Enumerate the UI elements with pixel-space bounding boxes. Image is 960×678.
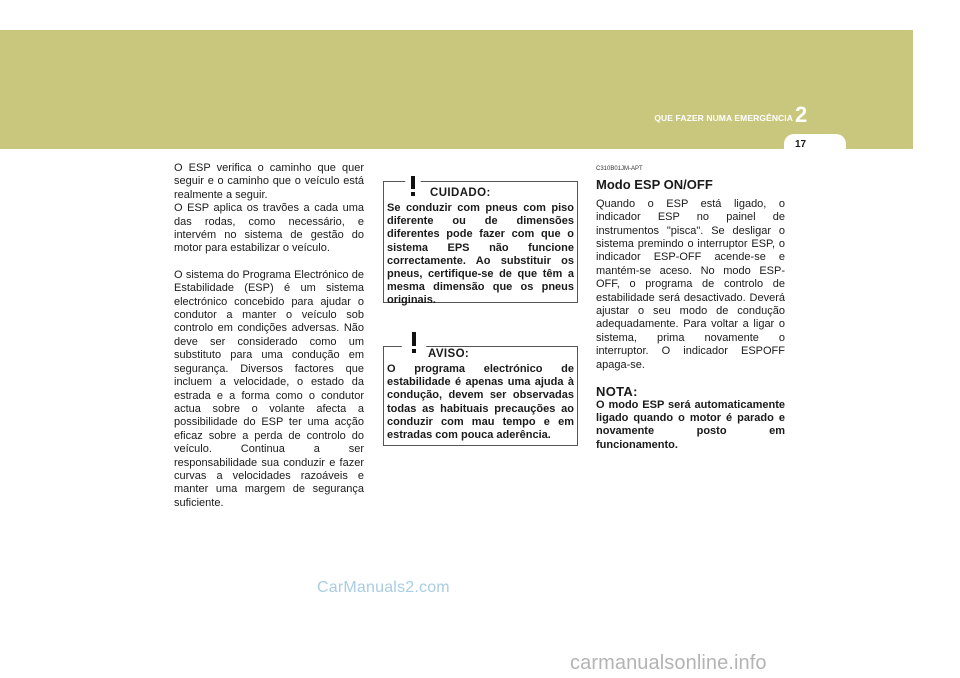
warning-triangle-icon (396, 324, 432, 356)
caution-title: CUIDADO: (430, 187, 491, 199)
paragraph: O ESP aplica os travões a cada uma das rodas, como necessário, e intervém no sistema de gestão do motor para estabilizar o veículo. (174, 202, 364, 255)
section-code: C310B01JM-APT (596, 166, 643, 172)
warning-triangle-icon (396, 169, 430, 199)
note-title: NOTA: (596, 384, 638, 400)
page-number: 17 (795, 139, 807, 150)
section-title: QUE FAZER NUMA EMERGÊNCIA (654, 113, 793, 123)
chapter-number: 2 (795, 102, 808, 127)
warning-title: AVISO: (428, 348, 470, 360)
paragraph: O ESP verifica o caminho que quer seguir e o caminho que o veículo está realmente a seguir. (174, 162, 364, 201)
right-column (596, 163, 785, 465)
note-text: O modo ESP será automaticamente ligado quando o motor é parado e novamente posto em funcionamento. (596, 398, 785, 451)
warning-box (383, 346, 578, 446)
watermark-right[interactable]: carmanualsonline.info (570, 652, 767, 674)
warning-text: O programa electrónico de estabilidade é apenas uma ajuda à condução, devem ser observadas todas as habituais precauções ao conduzir com mau tempo e em estradas com pouca aderência. (387, 363, 574, 442)
paragraph: O sistema do Programa Electrónico de Estabilidade (ESP) é um sistema electrónico concebido para ajudar o condutor a manter o veículo sob controlo em condições adversas. Não deve ser considerado como um substituto para uma condução em segurança. Diversos factores que incluem a velocidade, o estado da estrada e a forma como o condutor actua sobre o volante afecta a possibilidade do ESP ter uma acção eficaz sobre a perda de controlo do veículo. Continua a ser responsabilidade sua conduzir e fazer curvas a velocidades razoáveis e manter uma margem de segurança suficiente. (174, 268, 364, 509)
page-number-tab (784, 134, 846, 156)
header-band (0, 30, 913, 149)
caution-text: Se conduzir com pneus com piso diferente ou de dimensões diferentes pode fazer com que o sistema EPS não funcione correctamente. Ao substituir os pneus, certifique-se de que têm a mesma dimensão que os pneus originais. (387, 202, 574, 307)
section-heading: Modo ESP ON/OFF (596, 177, 713, 193)
caution-box (383, 181, 578, 307)
left-column (174, 162, 364, 523)
paragraph: Quando o ESP está ligado, o indicador ESP no painel de instrumentos "pisca". Se desligar o sistema premindo o interruptor ESP, o indicador ESP-OFF acende-se e mantém-se aceso. No modo ESP-OFF, o programa de controlo de estabilidade será desactivado. Deverá ajustar o seu modo de condução adequadamente. Para voltar a ligar o sistema, prima novamente o interruptor. O indicador ESPOFF apaga-se. (596, 197, 785, 371)
watermark-left[interactable]: CarManuals2.com (317, 579, 450, 596)
